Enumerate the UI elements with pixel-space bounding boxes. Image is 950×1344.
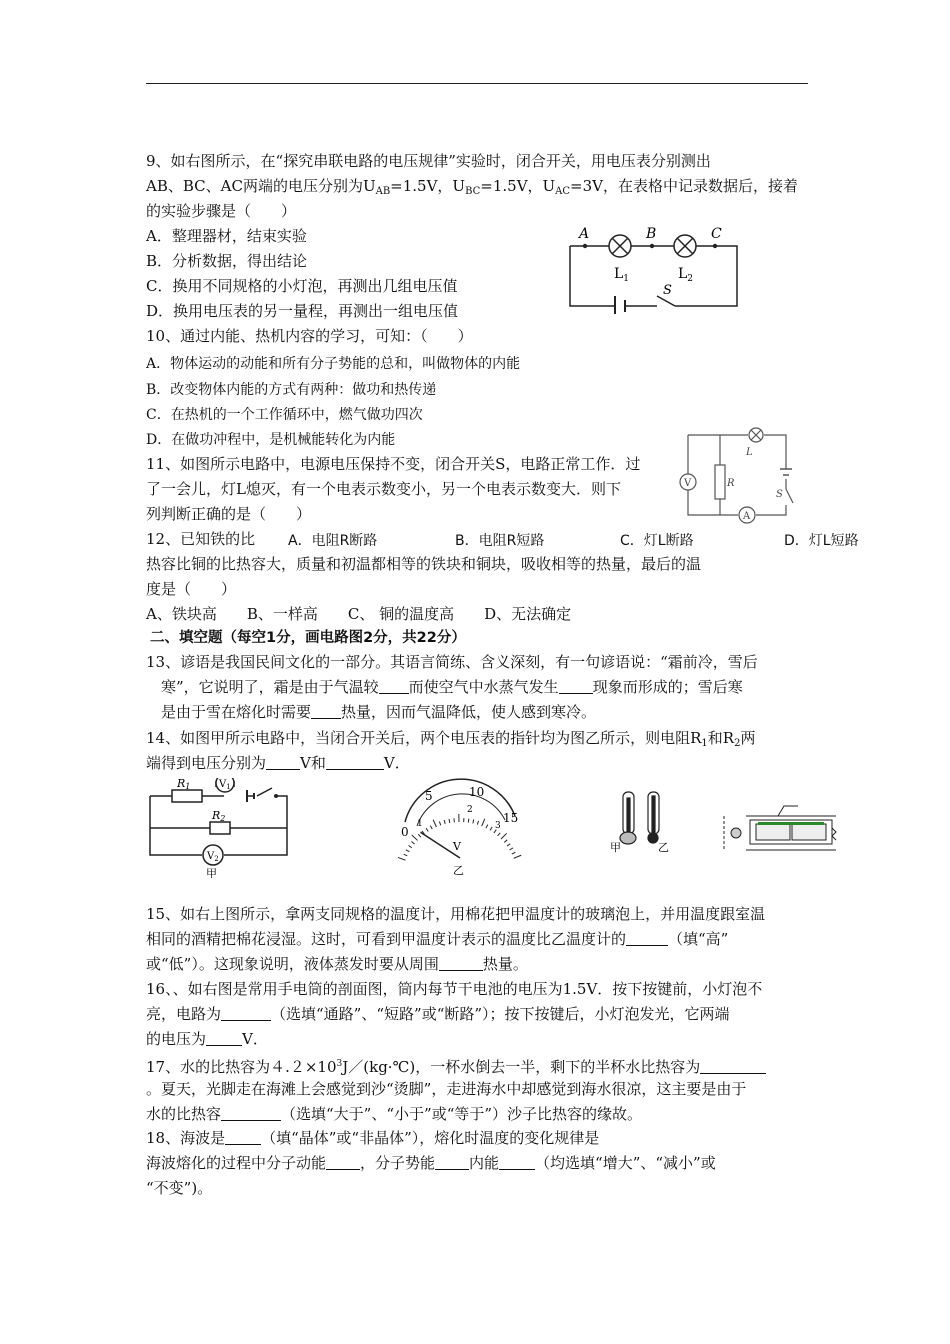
dial-unit-v: V [453,840,461,853]
q11-line2: 了一会儿，灯L熄灭，有一个电表示数变小，另一个电表示数变大．则下 [146,480,621,498]
q14-blank-2[interactable] [326,755,384,770]
q15-blank-2[interactable] [439,956,483,971]
dial-tick [514,855,521,858]
q14-blank-1[interactable] [266,755,300,770]
q18-line2: 海波熔化的过程中分子动能 ，分子势能 内能 （均选填“增大”、“减小”或 [146,1154,716,1172]
lamp-l1-label: $L_1$ [614,266,630,284]
dial-scale-10: 10 [469,785,485,799]
dial-tick [406,850,409,852]
dial-tick [482,819,485,826]
q11-line1: 11、如图所示电路中，电源电压保持不变，闭合开关S，电路正常工作．过 [146,455,641,473]
dial-tick [507,844,510,846]
q15-line2: 相同的酒精把棉花浸湿。这时，可看到甲温度计表示的温度比乙温度计的 （填“高” [146,930,729,948]
lamp-l2-label: $L_2$ [678,266,694,284]
q16-line2: 亮，电路为 （选填“通路”、“短路”或“断路”）；按下按键后，小灯泡发光，它两端 [146,1005,730,1023]
dial-tick [408,846,411,848]
resistor-r2-label: R2 [212,809,226,823]
q11-option-d: D．灯L短路 [784,533,859,549]
q15-blank-1[interactable] [626,931,668,946]
section-2-heading: 二、填空题（每空1分，画电路图2分，共22分） [150,630,466,646]
dial-tick [404,854,408,856]
q17-blank-1[interactable] [700,1059,766,1074]
q9-option-b: B．分析数据，得出结论 [146,252,308,270]
q13-line1: 13、谚语是我国民间文化的一部分。其语言简练、含义深刻，有一句谚语说：“霜前冷，雪后 [146,653,758,671]
q13-blank-3[interactable] [311,704,341,719]
q17-line3: 水的比热容 （选填“大于”、“小于”或“等于”）沙子比热容的缘故。 [146,1105,643,1123]
q18-blank-1[interactable] [225,1130,261,1145]
q16-flashlight-figure [718,798,848,858]
dial-tick [430,826,432,830]
point-b-label: B [646,226,657,242]
q17-blank-2[interactable] [221,1106,281,1121]
q9-option-a: A．整理器材，结束实验 [146,227,307,245]
q11-option-c: C．灯L断路 [620,533,694,549]
dial-tick [504,840,507,843]
dial-tick [398,857,406,860]
point-c-label: C [711,226,722,242]
dial-tick [433,820,436,827]
dial-scale-15: 15 [503,811,519,825]
dial-tick [490,827,492,830]
dial-tick [439,822,440,826]
q12-line3: 度是（ ） [146,580,237,598]
q12-line1: 12、已知铁的比 [146,530,256,548]
q18-line1: 18、海波是 （填“晶体”或“非晶体”），熔化时温度的变化规律是 [146,1129,600,1147]
q10-option-a: A．物体运动的动能和所有分子势能的总和，叫做物体的内能 [146,356,521,372]
q16-blank-1[interactable] [221,1006,271,1021]
q12-line2: 热容比铜的比热容大，质量和初温都相等的铁块和铜块，吸收相等的热量，最后的温 [146,555,702,573]
q15-thermometers-figure [606,788,676,854]
q14-voltmeter-dial-figure [387,778,527,880]
q18-blank-2[interactable] [326,1155,360,1170]
q18-blank-3[interactable] [435,1155,469,1170]
q15-line3: 或“低”）。这现象说明，液体蒸发时要从周围 热量。 [146,955,528,973]
q16-line1: 16、、如右图是常用手电筒的剖面图，筒内每节干电池的电压为1.5V．按下按键前，小灯泡不 [146,980,763,998]
dial-tick [412,835,418,840]
q10-option-d: D．在做功冲程中，是机械能转化为内能 [146,432,396,448]
q11-option-b: B．电阻R短路 [455,533,545,549]
figure-jia-caption: 甲 [206,867,217,878]
switch-s-label: S [776,489,783,500]
thermometer-yi-label: 乙 [658,841,669,854]
dial-tick [486,825,488,829]
dial-tick [444,820,445,824]
dial-scale-5: 5 [425,789,433,803]
thermometer-jia-label: 甲 [610,841,621,854]
voltmeter-v-label: V [684,478,692,489]
q17-line2: 。夏天，光脚走在海滩上会感觉到沙“烫脚”，走进海水中却感觉到海水很凉，这主要是由于 [146,1080,747,1098]
dial-inner-scale-3: 3 [495,821,501,831]
resistor-r1-label: R1 [177,778,191,791]
q13-line3: 是由于雪在熔化时需要 热量，因而气温降低，使人感到寒冷。 [161,703,597,721]
dial-tick [501,833,507,839]
q9-option-d: D．换用电压表的另一量程，再测出一组电压值 [146,302,459,320]
dial-inner-scale-1: 1 [417,819,423,829]
dial-scale-0: 0 [401,825,409,839]
q10-option-c: C．在热机的一个工作循环中，燃气做功四次 [146,407,423,423]
q13-blank-2[interactable] [559,679,593,694]
q13-line2: 寒”，它说明了，霜是由于气温较 而使空气中水蒸气发生 现象而形成的；雪后寒 [161,678,743,696]
dial-tick [473,820,474,824]
voltmeter-v2-label: $V_2$ [207,851,219,863]
dial-tick [411,841,414,843]
dial-tick [498,833,501,836]
q9-line2: AB、BC、AC两端的电压分别为$U_{AB}=1.5V$，$U_{BC}=1.5V$，$U_{AC}=3V$，在表格中记录数据后，接着 [146,177,798,197]
q11-option-a: A．电阻R断路 [288,533,378,549]
q14-circuit-jia-figure [144,778,294,878]
dial-tick [418,834,421,837]
resistor-r-label: R [727,478,735,489]
point-a-label: A [579,226,590,242]
q11-circuit-figure [676,427,806,527]
q14-line1: 14、如图甲所示电路中，当闭合开关后，两个电压表的指针均为图乙所示，则电阻$R_1$和$R_2$两 [146,729,756,749]
q18-line3: “不变”)。 [146,1179,213,1197]
q16-blank-2[interactable] [206,1031,242,1046]
dial-tick [477,821,478,825]
ammeter-a-label: A [743,511,751,522]
dial-tick [426,828,428,831]
dial-tick [449,819,450,823]
q14-line2: 端得到电压分别为 V和 V． [146,754,410,772]
figure-yi-caption: 乙 [453,864,464,877]
lamp-l-label: L [746,447,753,458]
header-rule [146,83,808,84]
q18-blank-4[interactable] [499,1155,535,1170]
dial-tick [468,819,469,823]
dial-tick [510,848,513,850]
q9-line3: 的实验步骤是（ ） [146,202,297,220]
dial-inner-scale-2: 2 [467,805,473,815]
q10-stem: 10、通过内能、热机内容的学习，可知：（ ） [146,327,473,345]
voltmeter-v1-label: $V_1$ [219,779,231,791]
q16-line3: 的电压为 V． [146,1030,268,1048]
q12-options: A、铁块高 B、一样高 C、 铜的温度高 D、无法确定 [146,605,572,623]
q17-line1: 17、水的比热容为$4.2\times 10^3J/(kg\cdot℃)$，一杯水倒去一半，剩下的半杯水比热容为 [146,1054,766,1077]
dial-tick [512,852,516,854]
q9-line1: 9、如右图所示，在“探究串联电路的电压规律”实验时，闭合开关，用电压表分别测出 [146,152,711,170]
q10-option-b: B．改变物体内能的方式有两种：做功和热传递 [146,382,437,398]
q15-line1: 15、如右上图所示，拿两支同规格的温度计，用棉花把甲温度计的玻璃泡上，并用温度跟室温 [146,905,766,923]
q13-blank-1[interactable] [379,679,409,694]
switch-s-label: S [663,283,672,298]
q11-line3: 列判断正确的是（ ） [146,505,312,523]
q9-series-circuit-figure [565,222,745,314]
q9-option-c: C．换用不同规格的小灯泡，再测出几组电压值 [146,277,458,295]
